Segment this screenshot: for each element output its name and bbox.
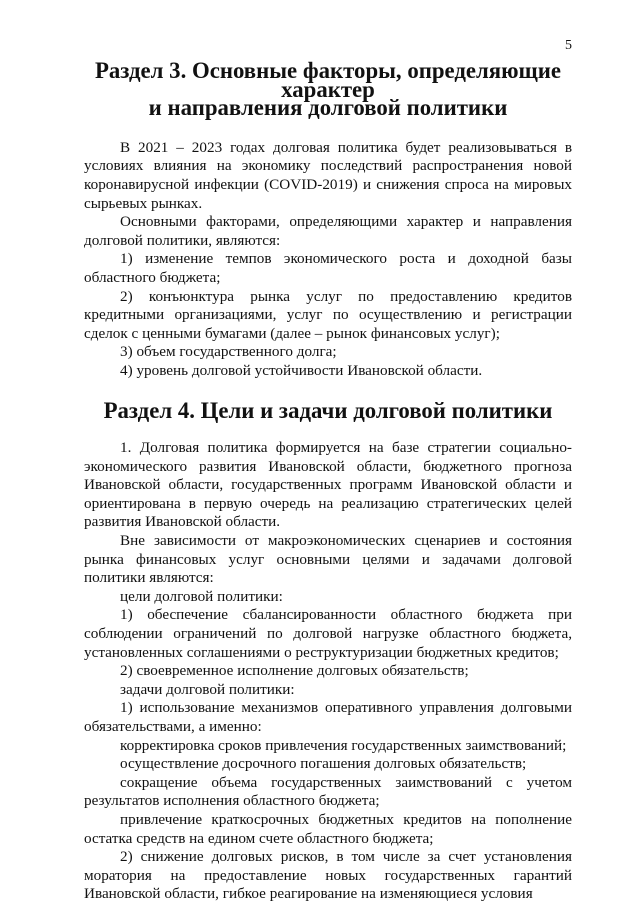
section-4-paragraph: задачи долговой политики: bbox=[120, 680, 295, 698]
section-4-sub-item: корректировка сроков привлечения государственных заимствований; bbox=[120, 736, 567, 754]
section-4-paragraph: цели долговой политики: bbox=[120, 587, 283, 605]
section-3-list-item: 1) изменение темпов экономического роста и доходной базы областного бюджета; bbox=[84, 250, 572, 286]
section-3-heading-line-1: Раздел 3. Основные факторы, определяющие характер bbox=[94, 58, 562, 102]
section-4-list-item: 1) обеспечение сбалансированности областного бюджета при соблюдении ограничений по долговой нагрузке областного бюджета, установленных соглашениями о реструктуризации бюджетных кредитов; bbox=[84, 606, 572, 661]
section-4-list-item: 2) своевременное исполнение долговых обязательств; bbox=[120, 662, 469, 680]
section-3-paragraph: Основными факторами, определяющими характер и направления долговой политики, являются: bbox=[84, 213, 572, 249]
section-3-list-item: 2) конъюнктура рынка услуг по предоставлению кредитов кредитными организациями, услуг по осуществлению и регистрации сделок с ценными бумагами (далее – рынок финансовых услуг); bbox=[84, 287, 572, 342]
section-4-list-item: 1) использование механизмов оперативного управления долговыми обязательствами, а именно: bbox=[84, 699, 572, 735]
page-content bbox=[84, 58, 572, 904]
section-3-heading bbox=[84, 58, 572, 121]
section-4-paragraph: Вне зависимости от макроэкономических сценариев и состояния рынка финансовых услуг основными целями и задачами долговой политики являются: bbox=[84, 532, 572, 587]
section-3-list-item: 3) объем государственного долга; bbox=[120, 343, 337, 361]
section-4-paragraph: 1. Долговая политика формируется на базе стратегии социально-экономического развития Ивановской области, бюджетного прогноза Ивановской области, государственных программ Ивановской области и ориентирована в первую очередь на реализацию стратегических целей развития Ивановской области. bbox=[84, 439, 572, 531]
section-4-sub-item: сокращение объема государственных заимствований с учетом результатов исполнения областного бюджета; bbox=[84, 773, 572, 810]
section-4-sub-item: привлечение краткосрочных бюджетных кредитов на пополнение остатка средств на едином счете областного бюджета; bbox=[84, 810, 572, 847]
section-4-list-item: 2) снижение долговых рисков, в том числе за счет установления моратория на предоставление новых государственных гарантий Ивановской области, гибкое реагирование на изменяющиеся условия bbox=[84, 848, 572, 903]
section-3-paragraph: В 2021 – 2023 годах долговая политика будет реализовываться в условиях влияния на экономику последствий распространения новой коронавирусной инфекции (COVID-2019) и снижения спроса на мировых сырьевых рынках. bbox=[84, 138, 572, 212]
page-number: 5 bbox=[565, 38, 572, 53]
section-4-sub-item: осуществление досрочного погашения долговых обязательств; bbox=[120, 755, 527, 773]
section-4-heading: Раздел 4. Цели и задачи долговой политики bbox=[103, 397, 553, 423]
section-3-list-item: 4) уровень долговой устойчивости Ивановской области. bbox=[120, 361, 483, 379]
section-3-heading-line-2: и направления долговой политики bbox=[148, 95, 508, 121]
